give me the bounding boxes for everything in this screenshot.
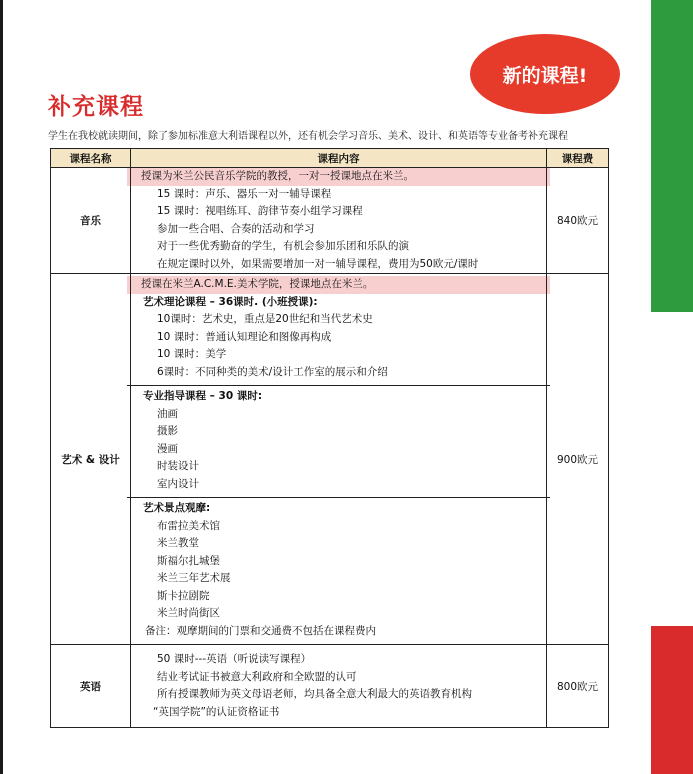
flag-stripe-green [651, 0, 693, 312]
art-tour-item: 斯福尔扎城堡 [157, 554, 220, 567]
art-theory-line: 10课时：艺术史，重点是20世纪和当代艺术史 [157, 313, 373, 325]
english-line: 所有授课教师为英文母语老师，均具备全意大利最大的英语教育机构 [157, 688, 472, 700]
art-tour-item: 米兰教堂 [157, 537, 199, 549]
music-line: 对于一些优秀勤奋的学生，有机会参加乐团和乐队的演 [157, 240, 409, 252]
art-note: 备注：观摩期间的门票和交通费不包括在课程费内 [145, 624, 376, 637]
art-pro-section [127, 386, 550, 498]
art-tour-item: 米兰三年艺术展 [157, 572, 231, 584]
art-pro-item: 油画 [157, 407, 178, 420]
header-course-fee: 课程费 [547, 149, 609, 168]
course-name-music: 音乐 [51, 168, 131, 274]
course-fee-music: 840欧元 [547, 168, 609, 274]
header-course-name: 课程名称 [51, 149, 131, 168]
course-name-english: 英语 [51, 645, 131, 728]
art-tour-item: 斯卡拉剧院 [157, 589, 210, 602]
course-name-art: 艺术 & 设计 [51, 274, 131, 645]
music-line: 在规定课时以外，如果需要增加一对一辅导课程，费用为50欧元/课时 [157, 257, 479, 270]
intro-text: 学生在我校就读期间，除了参加标准意大利语课程以外，还有机会学习音乐、美术、设计、和英语等专业备考补充课程 [48, 131, 568, 142]
art-pro-item: 室内设计 [157, 477, 199, 490]
art-pro-item: 漫画 [157, 442, 178, 455]
flag-stripe-white [651, 312, 693, 626]
music-highlight: 授课为米兰公民音乐学院的教授，一对一授课地点在米兰。 [127, 168, 550, 186]
art-pro-heading: 专业指导课程 – 30 课时: [143, 390, 263, 402]
art-theory-heading: 艺术理论课程 – 36课时. (小班授课): [143, 295, 318, 308]
course-content-music [131, 168, 547, 274]
art-tour-heading: 艺术景点观摩: [143, 502, 211, 514]
english-line: 结业考试证书被意大利政府和全欧盟的认可 [157, 670, 357, 683]
badge-text: 新的课程! [502, 64, 588, 87]
art-pro-item: 摄影 [157, 425, 178, 437]
courses-table [50, 148, 609, 728]
table-header-row [51, 149, 609, 168]
english-line: “英国学院”的认证资格证书 [153, 705, 280, 718]
art-theory-line: 6课时：不同种类的美术/设计工作室的展示和介绍 [157, 365, 388, 378]
music-line: 15 课时：视唱练耳、韵律节奏小组学习课程 [157, 205, 363, 217]
art-tour-item: 米兰时尚街区 [157, 607, 220, 619]
art-theory-line: 10 课时：普通认知理论和图像再构成 [157, 330, 332, 343]
art-theory-line: 10 课时：美学 [157, 348, 227, 360]
course-fee-art: 900欧元 [547, 274, 609, 645]
art-pro-item: 时装设计 [157, 460, 199, 472]
music-line: 参加一些合唱、合奏的活动和学习 [157, 222, 315, 235]
flag-stripe-red [651, 626, 693, 774]
course-content-art [131, 274, 547, 645]
table-row-art [51, 274, 609, 645]
english-line: 50 课时---英语（听说读写课程） [157, 653, 312, 665]
art-highlight: 授课在米兰A.C.M.E.美术学院，授课地点在米兰。 [127, 276, 550, 294]
table-row-english [51, 645, 609, 728]
table-row-music [51, 168, 609, 274]
header-course-content: 课程内容 [131, 149, 547, 168]
course-content-english [131, 645, 547, 728]
page-title: 补充课程 [48, 94, 144, 120]
course-fee-english: 800欧元 [547, 645, 609, 728]
art-tour-item: 布雷拉美术馆 [157, 519, 220, 532]
left-border-line [0, 0, 3, 774]
new-course-badge [470, 34, 620, 114]
art-tour-section [127, 498, 550, 644]
art-theory-section [127, 274, 550, 386]
music-line: 15 课时：声乐、器乐一对一辅导课程 [157, 187, 332, 200]
